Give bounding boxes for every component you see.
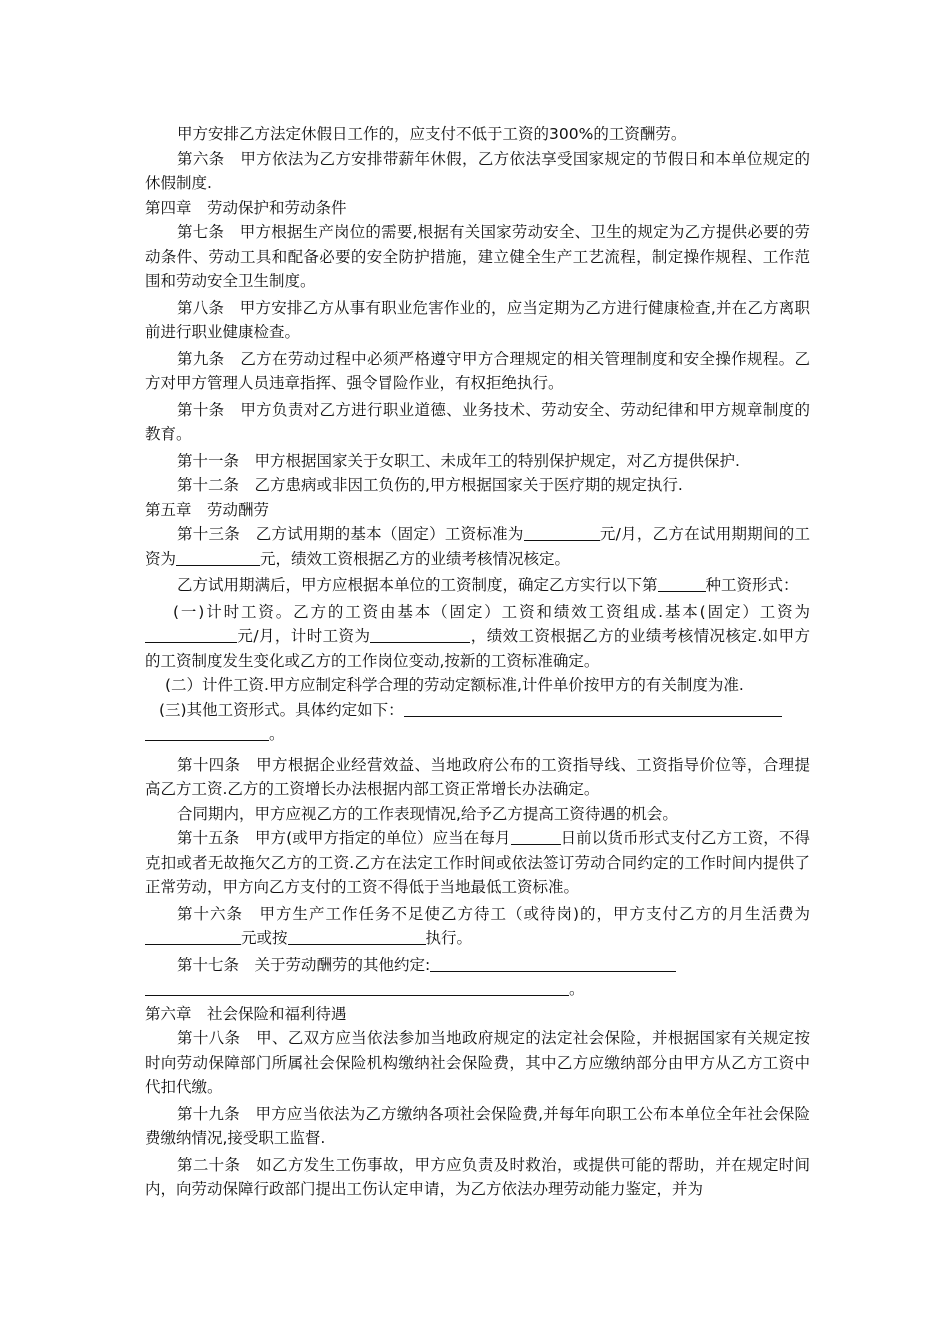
wage-form-paragraph: 乙方试用期满后，甲方应根据本单位的工资制度，确定乙方实行以下第 种工资形式：	[177, 576, 799, 594]
article-13: 第十三条 乙方试用期的基本（固定）工资标准为 元/月，乙方在试用期期间的工资为 元，绩效工资根据乙方的业绩考核情况核定。	[145, 525, 810, 568]
article-12: 第十二条 乙方患病或非因工负伤的,甲方根据国家关于医疗期的规定执行.	[177, 476, 683, 494]
chapter-6-heading: 第六章 社会保险和福利待遇	[145, 1004, 347, 1023]
article-16: 第十六条 甲方生产工作任务不足使乙方待工（或待岗)的，甲方支付乙方的月生活费为元或按 执行。	[145, 902, 810, 951]
chapter-4-heading: 第四章 劳动保护和劳动条件	[145, 198, 347, 217]
other-wage-blank-1[interactable]	[404, 700, 782, 717]
pay-day-blank[interactable]	[511, 828, 561, 845]
base-wage-blank[interactable]	[145, 626, 237, 643]
article-17-continued: 。	[145, 977, 810, 1002]
other-remuneration-blank-1[interactable]	[430, 955, 676, 972]
allowance-standard-blank[interactable]	[288, 928, 426, 945]
paragraph-overtime-pay: 甲方安排乙方法定休假日工作的，应支付不低于工资的300%的工资酬劳。	[177, 125, 687, 143]
trial-base-wage-blank[interactable]	[524, 524, 600, 541]
article-6: 第六条 甲方依法为乙方安排带薪年休假，乙方依法享受国家规定的节假日和本单位规定的休假制度.	[145, 149, 810, 192]
trial-wage-blank[interactable]	[176, 549, 260, 566]
item-piece-wage: (二）计件工资.甲方应制定科学合理的劳动定额标准,计件单价按甲方的有关制度为准.	[165, 676, 744, 694]
article-15: 第十五条 甲方(或甲方指定的单位）应当在每月 日前以货币形式支付乙方工资，不得克扣或者无故拖欠乙方的工资.乙方在法定工作时间或依法签订劳动合同约定的工作时间内提供了正常劳动，甲方向乙方支付的工资不得低于当地最低工资标准。	[145, 829, 810, 896]
wage-increase-paragraph: 合同期内，甲方应视乙方的工作表现情况,给予乙方提高工资待遇的机会。	[177, 804, 678, 823]
chapter-5-heading: 第五章 劳动酬劳	[145, 500, 270, 519]
time-wage-blank[interactable]	[370, 626, 470, 643]
article-9: 第九条 乙方在劳动过程中必须严格遵守甲方合理规定的相关管理制度和安全操作规程。乙方对甲方管理人员违章指挥、强令冒险作业，有权拒绝执行。	[145, 349, 810, 392]
living-allowance-blank[interactable]	[145, 928, 241, 945]
article-8: 第八条 甲方安排乙方从事有职业危害作业的，应当定期为乙方进行健康检查,并在乙方离职前进行职业健康检查。	[145, 298, 810, 341]
article-7: 第七条 甲方根据生产岗位的需要,根据有关国家劳动安全、卫生的规定为乙方提供必要的劳动条件、劳动工具和配备必要的安全防护措施，建立健全生产工艺流程，制定操作规程、工作范围和劳动安全卫生制度。	[145, 223, 810, 290]
other-remuneration-blank-2[interactable]	[145, 979, 569, 996]
article-11: 第十一条 甲方根据国家关于女职工、未成年工的特别保护规定，对乙方提供保护.	[177, 451, 740, 470]
article-10: 第十条 甲方负责对乙方进行职业道德、业务技术、劳动安全、劳动纪律和甲方规章制度的教育。	[145, 400, 810, 443]
article-20: 第二十条 如乙方发生工伤事故，甲方应负责及时救治，或提供可能的帮助，并在规定时间内，向劳动保障行政部门提出工伤认定申请，为乙方依法办理劳动能力鉴定，并为	[145, 1155, 810, 1198]
article-17: 第十七条 关于劳动酬劳的其他约定:	[145, 953, 810, 978]
article-18: 第十八条 甲、乙双方应当依法参加当地政府规定的法定社会保险，并根据国家有关规定按时向劳动保障部门所属社会保险机构缴纳社会保险费，其中乙方应缴纳部分由甲方从乙方工资中代扣代缴。	[145, 1029, 810, 1096]
article-19: 第十九条 甲方应当依法为乙方缴纳各项社会保险费,并每年向职工公布本单位全年社会保险费缴纳情况,接受职工监督.	[145, 1104, 810, 1147]
item-other-wage: (三)其他工资形式。具体约定如下： 。	[145, 698, 810, 747]
article-14: 第十四条 甲方根据企业经营效益、当地政府公布的工资指导线、工资指导价位等，合理提高乙方工资.乙方的工资增长办法根据内部工资正常增长办法确定。	[145, 755, 810, 798]
other-wage-blank-2[interactable]	[145, 724, 269, 741]
document-body	[145, 122, 810, 1202]
item-time-wage: (一)计时工资。乙方的工资由基本（固定）工资和绩效工资组成.基本(固定）工资为元/月，计时工资为 ，绩效工资根据乙方的业绩考核情况核定.如甲方的工资制度发生变化或乙方的工作岗位变动,按新的工资标准确定。	[145, 602, 810, 670]
wage-form-number-blank[interactable]	[658, 575, 706, 592]
